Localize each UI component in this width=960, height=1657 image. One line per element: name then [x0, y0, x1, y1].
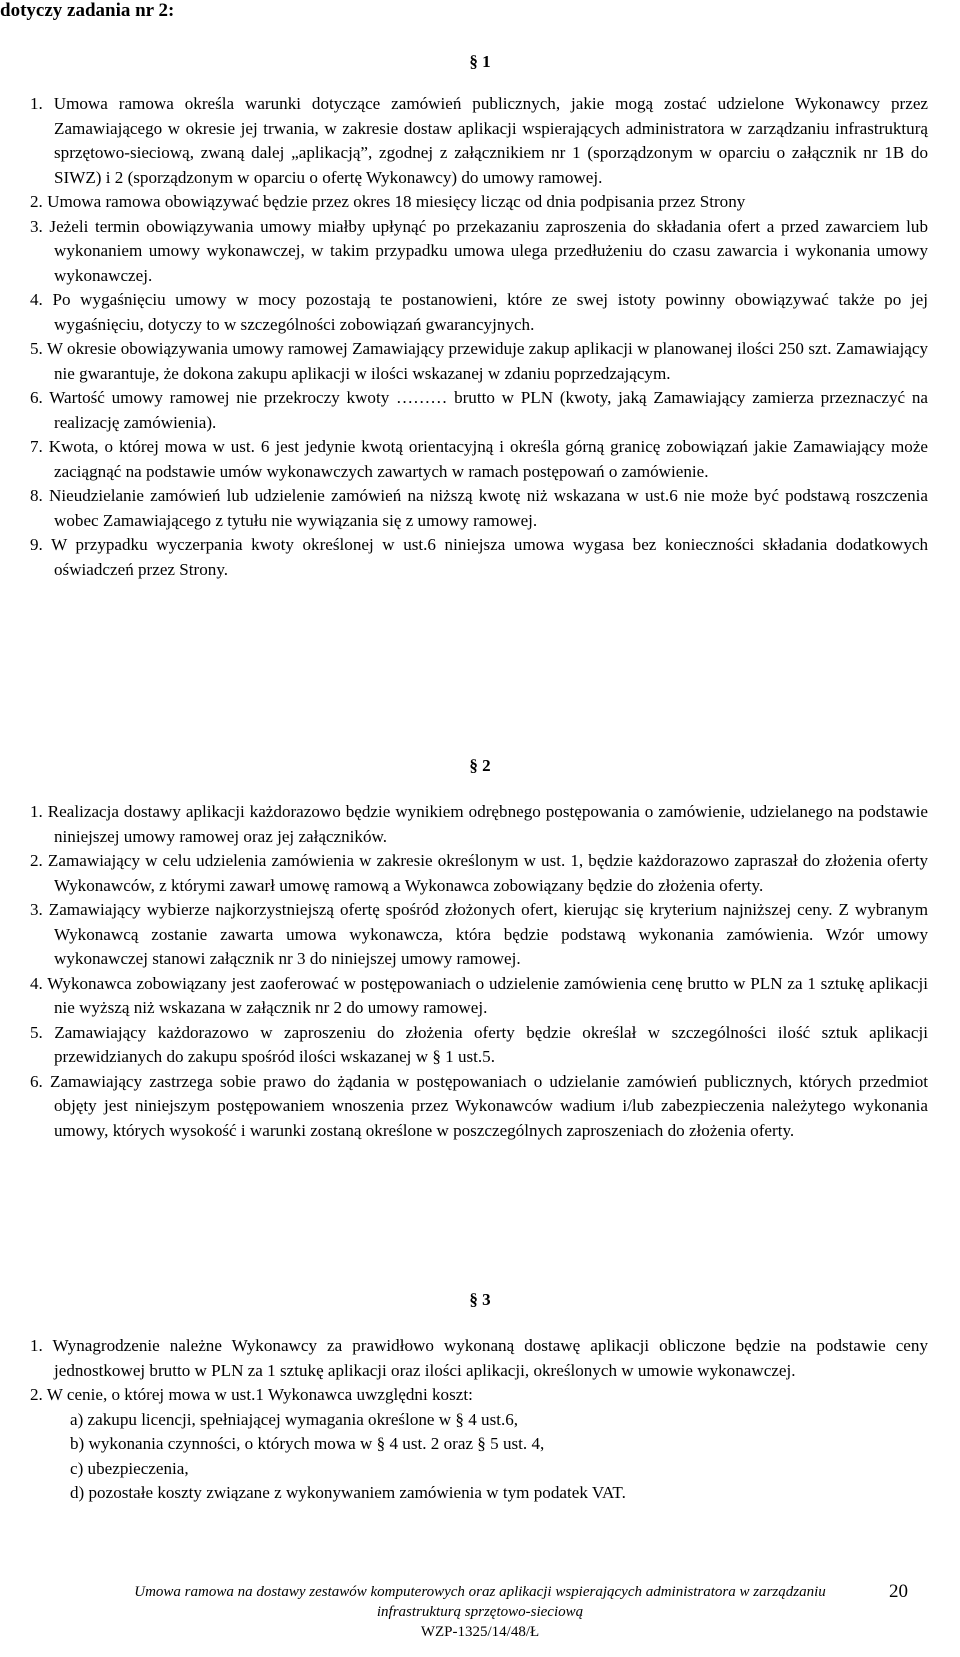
section-2-title: § 2 — [469, 756, 491, 775]
section-2-item-5: 5. Zamawiający każdorazowo w zaproszeniu do złożenia oferty będzie określał w szczególności ilość sztuk aplikacji przewidzianych do zakupu spośród ilości wskazanej w § 1 ust.5. — [30, 1022, 928, 1066]
section-1-item-6: 6. Wartość umowy ramowej nie przekroczy kwoty ……… brutto w PLN (kwoty, jaką Zamawiający zamierza przeznaczyć na realizację zamówienia). — [30, 388, 928, 432]
section-3-body — [30, 1334, 928, 1506]
section-1-title: § 1 — [469, 52, 491, 71]
section-3-item-2: 2. W cenie, o której mowa w ust.1 Wykonawca uwzględni koszt: — [30, 1385, 473, 1404]
footer-line-3: WZP-1325/14/48/Ł — [420, 1624, 540, 1640]
section-1-item-5: 5. W okresie obowiązywania umowy ramowej Zamawiający przewiduje zakup aplikacji w planowanej ilości 250 szt. Zamawiający nie gwarantuje, że dokona zakupu aplikacji w ilości wskazanej w zdaniu poprzedzającym. — [30, 339, 928, 383]
page-footer — [0, 1582, 960, 1642]
section-1-item-9: 9. W przypadku wyczerpania kwoty określonej w ust.6 niniejsza umowa wygasa bez konieczności składania dodatkowych oświadczeń przez Strony. — [30, 535, 928, 579]
section-1-item-8: 8. Nieudzielanie zamówień lub udzielenie zamówień na niższą kwotę niż wskazana w ust.6 nie może być podstawą roszczenia wobec Zamawiającego z tytułu nie wywiązania się z umowy ramowej. — [30, 486, 928, 530]
footer-line-1: Umowa ramowa na dostawy zestawów komputerowych oraz aplikacji wspierających administratora w zarządzaniu — [134, 1584, 826, 1600]
section-1-body — [30, 92, 928, 582]
section-1-item-7: 7. Kwota, o której mowa w ust. 6 jest jedynie kwotą orientacyjną i określa górną granicę zobowiązań jakie Zamawiający może zaciągnąć na podstawie umów wykonawczych zawartych w ramach postępowań o zamówienie. — [30, 437, 928, 481]
section-1-item-2: 2. Umowa ramowa obowiązywać będzie przez okres 18 miesięcy licząc od dnia podpisania przez Strony — [30, 192, 746, 211]
section-2-item-2: 2. Zamawiający w celu udzielenia zamówienia w zakresie określonym w ust. 1, będzie każdorazowo zapraszał do złożenia oferty Wykonawców, z którymi zawarł umowę ramową a Wykonawca zobowiązany będzie do złożenia oferty. — [30, 851, 928, 895]
section-3-subitem-a: a) zakupu licencji, spełniającej wymagania określone w § 4 ust.6, — [70, 1409, 519, 1429]
section-2-item-4: 4. Wykonawca zobowiązany jest zaoferować w postępowaniach o udzielenie zamówienia cenę brutto w PLN za 1 sztukę aplikacji nie wyższą niż wskazana w załącznik nr 2 do umowy ramowej. — [30, 973, 928, 1017]
section-1-item-1: 1. Umowa ramowa określa warunki dotyczące zamówień publicznych, jakie mogą zostać udzielone Wykonawcy przez Zamawiającego w okresie jej trwania, w zakresie dostaw aplikacji wspierających administratora w zarządzaniu infrastrukturą sprzętowo-sieciową, zwaną dalej „aplikacją”, zgodnej z załącznikiem nr 1 (sporządzonym w oparciu o załącznik nr 1B do SIWZ) i 2 (sporządzonym w oparciu o ofertę Wykonawcy) do umowy ramowej. — [30, 94, 928, 187]
page-number: 20 — [889, 1581, 908, 1602]
section-3-title: § 3 — [469, 1290, 491, 1309]
footer-line-2: infrastrukturą sprzętowo-sieciową — [376, 1604, 584, 1620]
section-1-item-3: 3. Jeżeli termin obowiązywania umowy miałby upłynąć po przekazaniu zaproszenia do składania ofert a przed zawarciem lub wykonaniem umowy wykonawczej, w takim przypadku umowa ulega przedłużeniu do czasu zawarcia i wykonania umowy wykonawczej. — [30, 216, 928, 285]
page-heading: dotyczy zadania nr 2: — [0, 0, 175, 21]
section-2-body — [30, 800, 928, 1143]
section-3-subitem-c: c) ubezpieczenia, — [70, 1458, 189, 1478]
section-2-item-6: 6. Zamawiający zastrzega sobie prawo do żądania w postępowaniach o udzielanie zamówień publicznych, których przedmiot objęty jest niniejszym postępowaniem wnoszenia przez Wykonawców wadium i/lub zabezpieczenia należytego wykonania umowy, których wysokość i warunki zostaną określone w poszczególnych zaproszeniach do złożenia oferty. — [30, 1071, 928, 1140]
section-3-subitem-b: b) wykonania czynności, o których mowa w § 4 ust. 2 oraz § 5 ust. 4, — [70, 1434, 545, 1453]
section-3-item-1: 1. Wynagrodzenie należne Wykonawcy za prawidłowo wykonaną dostawę aplikacji obliczone będzie na podstawie ceny jednostkowej brutto w PLN za 1 sztukę aplikacji oraz ilości aplikacji, określonych w umowie wykonawczej. — [30, 1336, 928, 1380]
section-3-subitem-d: d) pozostałe koszty związane z wykonywaniem zamówienia w tym podatek VAT. — [70, 1483, 626, 1502]
section-2-item-3: 3. Zamawiający wybierze najkorzystniejszą ofertę spośród złożonych ofert, kierując się kryterium najniższej ceny. Z wybranym Wykonawcą zostanie zawarta umowa wykonawcza, która będzie podstawą wykonania zamówienia. Wzór umowy wykonawczej stanowi załącznik nr 3 do niniejszej umowy ramowej. — [30, 900, 928, 968]
section-1-item-4: 4. Po wygaśnięciu umowy w mocy pozostają te postanowieni, które ze swej istoty powinny obowiązywać także po jej wygaśnięciu, dotyczy to w szczególności zobowiązań gwarancyjnych. — [30, 290, 928, 334]
section-2-item-1: 1. Realizacja dostawy aplikacji każdorazowo będzie wynikiem odrębnego postępowania o zamówienie, udzielanego na podstawie niniejszej umowy ramowej oraz jej załączników. — [30, 802, 928, 846]
